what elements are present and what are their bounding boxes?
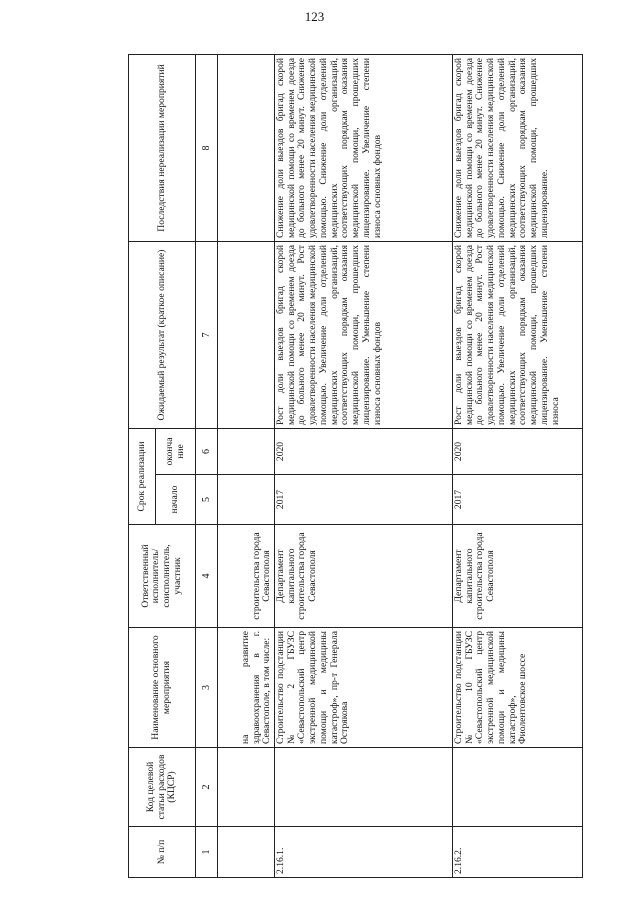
row-code xyxy=(453,748,583,827)
col-number: 1 xyxy=(196,827,218,878)
table-row xyxy=(275,54,453,877)
row-code xyxy=(218,748,275,827)
table-row xyxy=(218,54,275,877)
row-num xyxy=(218,827,275,878)
row-name: Строительство подстанции № 2 ГБУЗС «Севастопольский центр экстренной медицинской помощи и медицины катастроф», пр-т Генерала Острякова xyxy=(275,628,453,748)
row-code xyxy=(275,748,453,827)
header-num: № п/п xyxy=(129,827,196,878)
row-consequences: Снижение доли выездов бригад скорой медицинской помощи со временем доезда до больного менее 20 минут. Снижение удовлетворенности населения медицинской помощью. Снижение доли отделений медицинских организаций, соответствующих порядкам оказания медицинской помощи, прошедших лицензирование. Увеличение степени износа основных фондов xyxy=(275,54,453,241)
row-name: на развитие здравоохранения в г. Севастополе, в том числе: xyxy=(218,628,275,748)
header-executor: Ответственный исполнитель/ соисполнитель, участник xyxy=(129,525,196,628)
row-result: Рост доли выездов бригад скорой медицинской помощи со временем доезда до больного менее 20 минут. Рост удовлетворенности населения медицинской помощью. Увеличение доли отделений медицинских организаций, соответствующих порядкам оказания медицинской помощи, прошедших лицензирование. Уменьшение степени износа xyxy=(453,241,583,428)
row-name: Строительство подстанции № 10 ГБУЗС «Севастопольский центр экстренной медицинской помощи и медицины катастроф», Фиолентовское шоссе xyxy=(453,628,583,748)
row-end xyxy=(218,428,275,474)
header-result: Ожидаемый результат (краткое описание) xyxy=(129,241,196,428)
col-number: 6 xyxy=(196,428,218,474)
col-number: 3 xyxy=(196,628,218,748)
measures-table xyxy=(128,54,583,878)
row-executor: строительства города Севастополя xyxy=(218,525,275,628)
header-consequences: Последствия нереализации мероприятий xyxy=(129,54,196,241)
row-result: Рост доли выездов бригад скорой медицинской помощи со временем доезда до больного менее 20 минут. Рост удовлетворенности населения медицинской помощью. Увеличение доли отделений медицинских организаций, соответствующих порядкам оказания медицинской помощи, прошедших лицензирование. Уменьшение степени износа основных фондов xyxy=(275,241,453,428)
row-executor: Департамент капитального строительства города Севастополя xyxy=(453,525,583,628)
rotated-table-wrapper xyxy=(128,55,582,878)
row-end: 2020 xyxy=(453,428,583,474)
row-num: 2.16.1. xyxy=(275,827,453,878)
row-result xyxy=(218,241,275,428)
column-numbers-row xyxy=(196,54,218,877)
header-name: Наименование основного мероприятия xyxy=(129,628,196,748)
header-code: Код целевой статьи расходов (КЦСР) xyxy=(129,748,196,827)
row-start: 2017 xyxy=(275,475,453,525)
col-number: 7 xyxy=(196,241,218,428)
row-start xyxy=(218,475,275,525)
col-number: 2 xyxy=(196,748,218,827)
col-number: 5 xyxy=(196,475,218,525)
row-num: 2.16.2. xyxy=(453,827,583,878)
page-number: 123 xyxy=(304,9,325,24)
header-end: оконча ние xyxy=(156,428,196,474)
col-number: 8 xyxy=(196,54,218,241)
row-consequences xyxy=(218,54,275,241)
header-start: начало xyxy=(156,475,196,525)
col-number: 4 xyxy=(196,525,218,628)
header-period: Срок реализации xyxy=(129,428,156,524)
table-row xyxy=(453,54,583,877)
row-consequences: Снижение доли выездов бригад скорой медицинской помощи со временем доезда до больного менее 20 минут. Снижение удовлетворенности населения медицинской помощью. Снижение доли отделений медицинских организаций, соответствующих порядкам оказания медицинской помощи, прошедших лицензирование. xyxy=(453,54,583,241)
row-start: 2017 xyxy=(453,475,583,525)
row-end: 2020 xyxy=(275,428,453,474)
row-executor: Департамент капитального строительства города Севастополя xyxy=(275,525,453,628)
